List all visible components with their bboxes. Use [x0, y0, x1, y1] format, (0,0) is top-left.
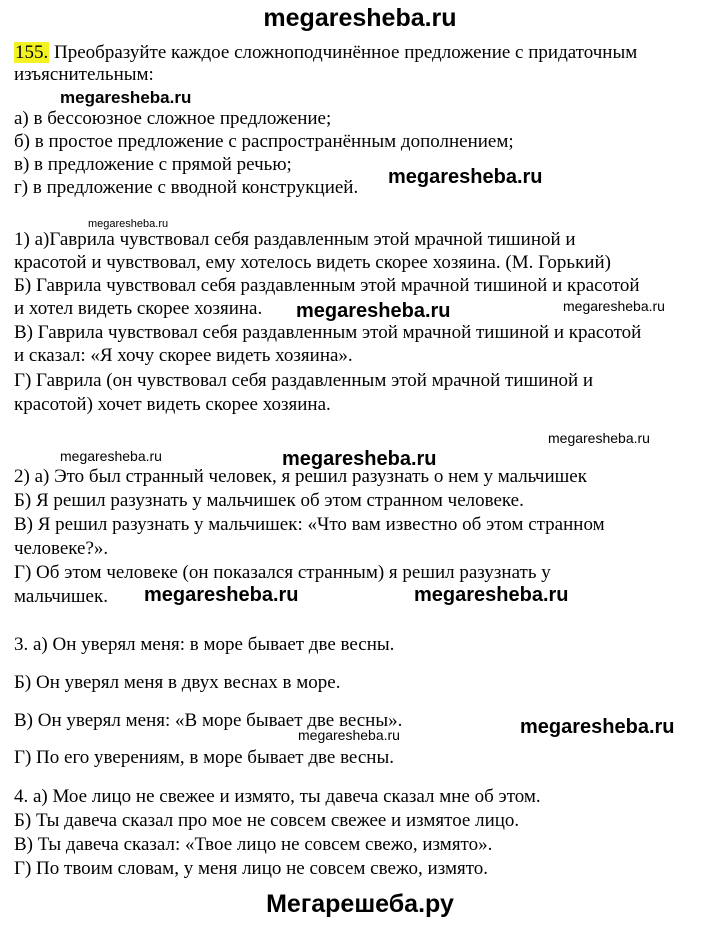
task-text: Преобразуйте каждое сложноподчинённое предложение с придаточным — [49, 42, 638, 63]
watermark: megaresheba.ru — [520, 716, 675, 738]
watermark: megaresheba.ru — [282, 448, 437, 470]
answer-1-line-7: Г) Гаврила (он чувствовал себя раздавленным этой мрачной тишиной и — [14, 370, 594, 391]
answer-2-line-3: В) Я решил разузнать у мальчишек: «Что вам известно об этом странном — [14, 514, 605, 535]
answer-1-line-1: 1) а)Гаврила чувствовал себя раздавленным этой мрачной тишиной и — [14, 229, 576, 250]
answer-3-line-1: 3. а) Он уверял меня: в море бывает две весны. — [14, 634, 395, 655]
answer-1-line-4: и хотел видеть скорее хозяина. — [14, 298, 263, 319]
answer-4-line-4: Г) По твоим словам, у меня лицо не совсем свежо, измято. — [14, 858, 489, 879]
watermark: megaresheba.ru — [298, 727, 400, 743]
task-line-1 — [14, 42, 637, 64]
task-number: 155. — [15, 42, 49, 63]
answer-1-line-2: красотой и чувствовал, ему хотелось видеть скорее хозяина. (М. Горький) — [14, 252, 611, 273]
watermark: megaresheba.ru — [388, 166, 543, 188]
site-header: megaresheba.ru — [263, 4, 457, 32]
answer-3-line-4: Г) По его уверениям, в море бывает две весны. — [14, 747, 394, 768]
watermark: megaresheba.ru — [548, 430, 650, 446]
watermark: megaresheba.ru — [144, 584, 299, 606]
answer-1-line-6: и сказал: «Я хочу скорее видеть хозяина». — [14, 345, 353, 366]
watermark: megaresheba.ru — [296, 300, 451, 322]
watermark: megaresheba.ru — [60, 88, 192, 107]
watermark: megaresheba.ru — [88, 218, 169, 230]
task-option-a: а) в бессоюзное сложное предложение; — [14, 108, 332, 129]
answer-2-line-4: человеке?». — [14, 538, 109, 559]
watermark: megaresheba.ru — [60, 448, 162, 464]
task-line-2: изъяснительным: — [14, 64, 154, 85]
task-option-b: б) в простое предложение с распространённым дополнением; — [14, 131, 514, 152]
answer-2-line-2: Б) Я решил разузнать у мальчишек об этом странном человеке. — [14, 490, 524, 511]
answer-1-line-5: В) Гаврила чувствовал себя раздавленным этой мрачной тишиной и красотой — [14, 322, 642, 343]
answer-1-line-3: Б) Гаврила чувствовал себя раздавленным этой мрачной тишиной и красотой — [14, 275, 640, 296]
answer-2-line-5: Г) Об этом человеке (он показался странным) я решил разузнать у — [14, 562, 551, 583]
site-footer: Мегарешеба.ру — [266, 890, 454, 918]
answer-4-line-2: Б) Ты давеча сказал про мое не совсем свежее и измятое лицо. — [14, 810, 520, 831]
answer-3-line-3: В) Он уверял меня: «В море бывает две весны». — [14, 710, 403, 731]
answer-2-line-1: 2) а) Это был странный человек, я решил разузнать о нем у мальчишек — [14, 466, 587, 487]
task-option-v: в) в предложение с прямой речью; — [14, 154, 292, 175]
answer-3-line-2: Б) Он уверял меня в двух веснах в море. — [14, 672, 341, 693]
watermark: megaresheba.ru — [563, 298, 665, 314]
task-option-g: г) в предложение с вводной конструкцией. — [14, 177, 359, 198]
answer-4-line-3: В) Ты давеча сказал: «Твое лицо не совсем свежо, измято». — [14, 834, 493, 855]
answer-2-line-6: мальчишек. — [14, 586, 108, 607]
watermark: megaresheba.ru — [414, 584, 569, 606]
answer-4-line-1: 4. а) Мое лицо не свежее и измято, ты давеча сказал мне об этом. — [14, 786, 541, 807]
answer-1-line-8: красотой) хочет видеть скорее хозяина. — [14, 394, 331, 415]
